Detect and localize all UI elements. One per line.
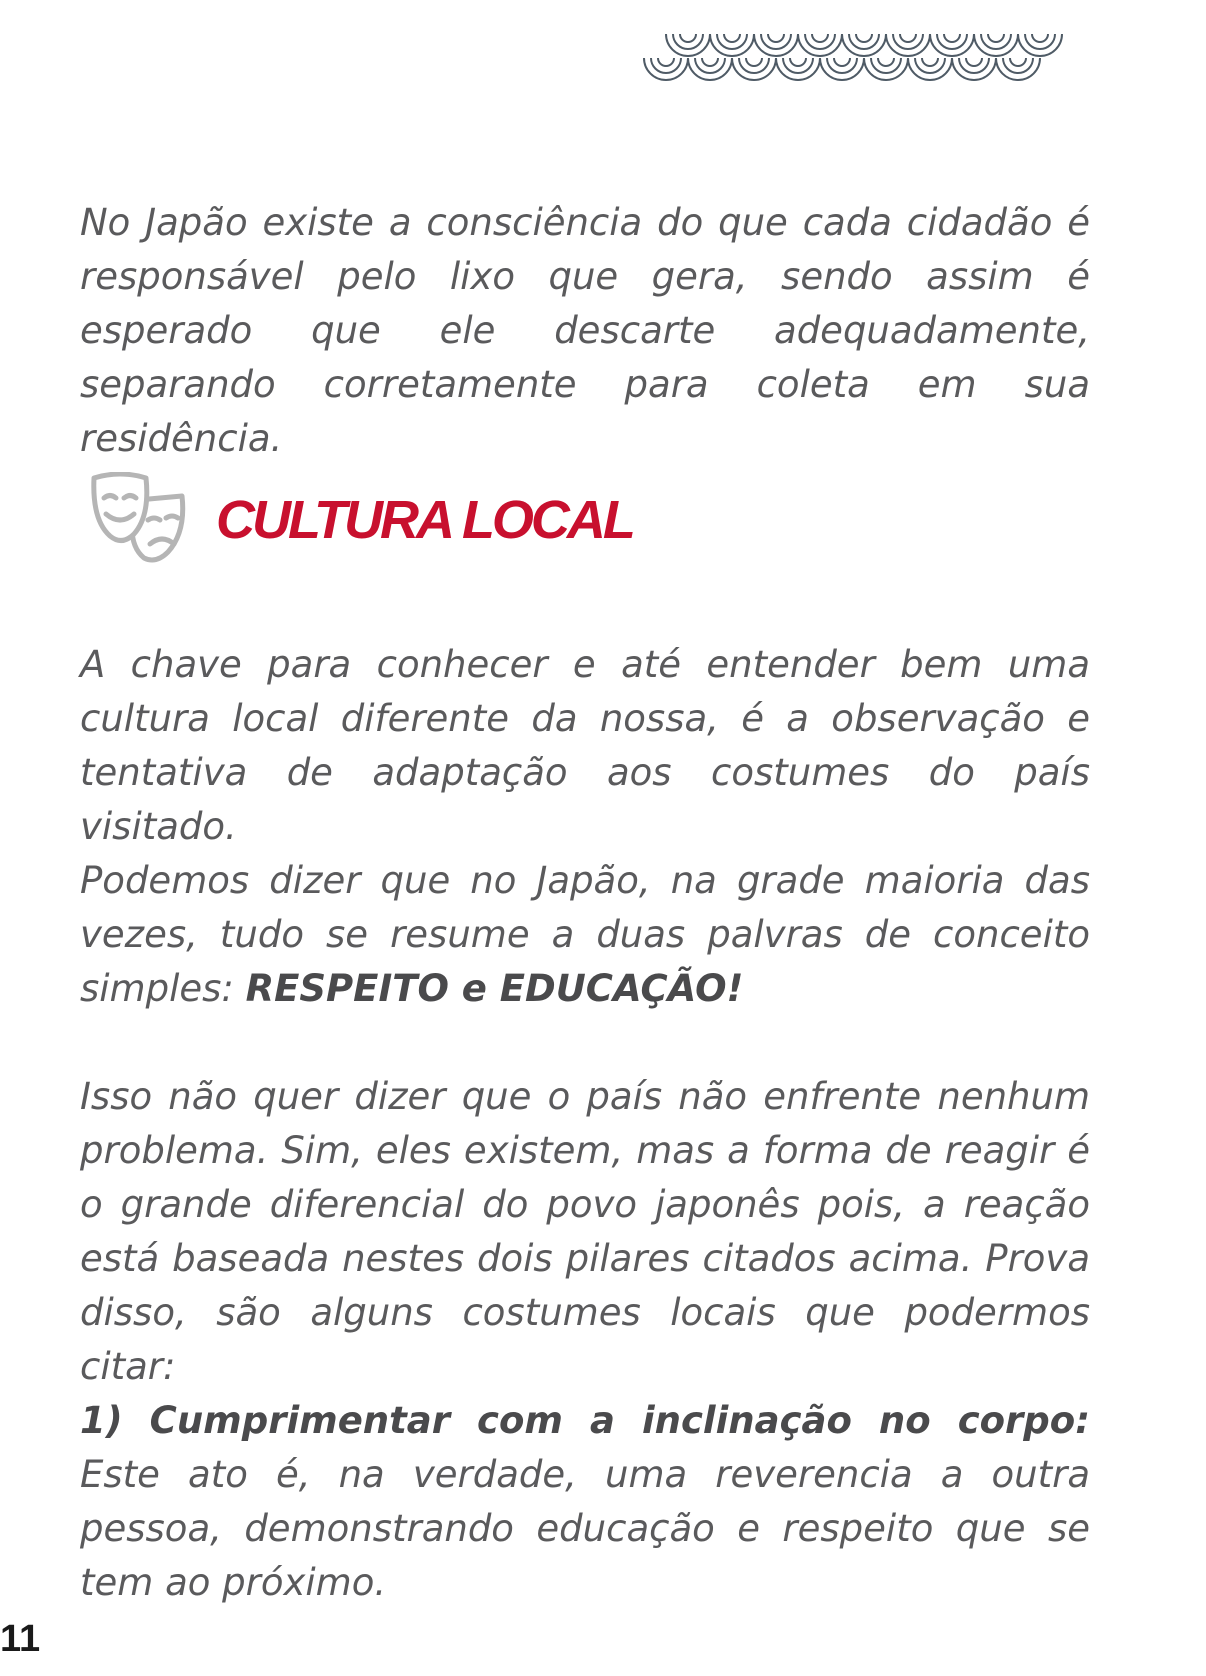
- respect-education-text: Podemos dizer que no Japão, na grade maioria das vezes, tudo se resume a duas palvras de conceito simples:: [80, 859, 1090, 1010]
- custom-item-1-title: 1) Cumprimentar com a inclinação no corpo:: [80, 1399, 1090, 1442]
- custom-item-1-text: Este ato é, na verdade, uma reverencia a outra pessoa, demonstrando educação e respeito que se tem ao próximo.: [80, 1453, 1090, 1604]
- custom-item-1: [80, 1394, 1090, 1610]
- section-header: [90, 470, 633, 570]
- section-title: CULTURA LOCAL: [216, 490, 633, 550]
- intro-paragraph: No Japão existe a consciência do que cada cidadão é responsável pelo lixo que gera, sendo assim é esperado que ele descarte adequadamente, separando corretamente para coleta em sua residência.: [80, 201, 1090, 460]
- culture-key-paragraph: A chave para conhecer e até entender bem uma cultura local diferente da nossa, é a observação e tentativa de adaptação aos costumes do país visitado.: [80, 643, 1090, 848]
- problems-paragraph: Isso não quer dizer que o país não enfrente nenhum problema. Sim, eles existem, mas a forma de reagir é o grande diferencial do povo japonês pois, a reação está baseada nestes dois pilares citados acima. Prova disso, são alguns costumes locais que podermos citar:: [80, 1075, 1090, 1388]
- wave-pattern-ornament: [640, 24, 1090, 88]
- respect-education-emphasis: RESPEITO e EDUCAÇÃO!: [245, 967, 744, 1010]
- theater-masks-icon: [90, 472, 190, 568]
- respect-education-paragraph: [80, 854, 1090, 1016]
- page-number: 11: [0, 1618, 41, 1660]
